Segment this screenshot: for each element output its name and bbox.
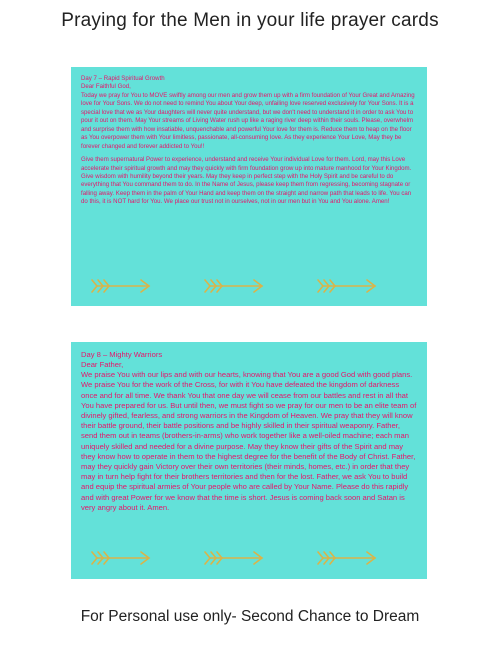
arrow-ornament-row <box>71 273 427 299</box>
card-paragraph: Today we pray for You to MOVE swiftly among our men and grow them up with a firm foundation of Your Great and Amazing love for Your Sons. We do not need to remind You about Your deep, unfailing love reserved exclusively for Your Sons. It is a special love that we as Your daughters will never quite understand, but we don't need to understand it in order to ask You to pour it out on them. May Your streams of Living Water rush up like a raging river deep within their souls. Please, overwhelm and surprise them with how insatiable, unquenchable and powerful Your love for them is. Reduce them to heap on the floor as You overpower them with Your limitless, passionate, all-consuming love. As they experience Your Love, May they be forever changed and forever addicted to You!! <box>81 91 415 150</box>
footer-note: For Personal use only- Second Chance to Dream <box>80 608 420 625</box>
arrow-icon <box>317 273 379 299</box>
prayer-card-day-8 <box>71 342 427 579</box>
arrow-icon <box>91 545 153 571</box>
card-paragraph: We praise You with our lips and with our hearts, knowing that You are a good God with good plans. We praise You for the work of the Cross, for with it You have defeated the kingdom of darkness once and for all time. We thank You that one day we will cease from our battles and rest in all that You have prepared for us. But until then, we must fight so we pray for our men to be an elite team of divinely gifted, fearless, and strong warriors in the Kingdom of Heaven. We pray that they will know their battle ground, their battle positions and be highly skilled in their spiritual weaponry. Father, send them out in teams (brothers-in-arms) who work together like a well-oiled machine; each man uniquely skilled and needed for a divine purpose. May they know their gifts of the Spirit and may they know how to operate in them to the highest degree for the benefit of the Body of Christ. Father, may they quickly gain Victory over their own territories (their minds, homes, etc.) in order that they may in turn help fight for their brothers territories and then for the lost. Father, we ask You to build and equip the spiritual armies of Your people who are called by Your Name. Please do this rapidly and with great Power for we know that the time is short. Jesus is coming back soon and Satan is very angry about it. Amen. <box>81 370 417 512</box>
arrow-icon <box>204 545 266 571</box>
card-salutation: Dear Faithful God, <box>81 83 131 91</box>
card-title: Day 7 – Rapid Spiritual Growth <box>81 75 165 82</box>
arrow-ornament-row <box>71 545 427 571</box>
card-title: Day 8 – Mighty Warriors <box>81 350 163 359</box>
card-salutation: Dear Father, <box>81 360 124 369</box>
prayer-card-day-7 <box>71 67 427 306</box>
arrow-icon <box>317 545 379 571</box>
arrow-icon <box>204 273 266 299</box>
page-title: Praying for the Men in your life prayer cards <box>61 10 439 31</box>
arrow-icon <box>91 273 153 299</box>
card-paragraph: Give them supernatural Power to experience, understand and receive Your individual Love for them. Lord, may this Love accelerate their spiritual growth and may they quickly with firm foundation grow up into mature manhood for Your Kingdom. Give wisdom with humility beyond their years. May they keep in perfect step with the Holy Spirit and be careful to do everything that You command them to do. In the Name of Jesus, please keep them from regressing, becoming stagnate or falling away. Keep them in the palm of Your Hand and keep them on the straight and narrow path that leads to life. You can do this, it is NOT hard for You. We place our trust not in ourselves, not in our men but in You and You alone. Amen! <box>81 156 412 206</box>
